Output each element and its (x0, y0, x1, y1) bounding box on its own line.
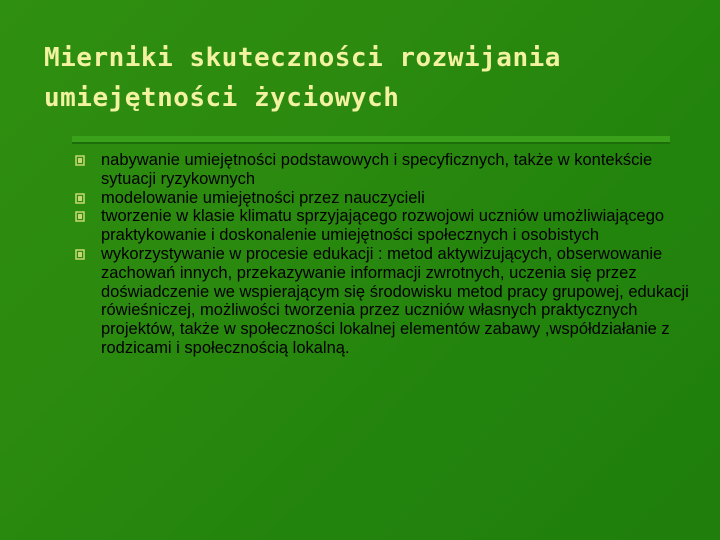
section-sign-icon (75, 249, 85, 260)
section-sign-icon (75, 155, 85, 166)
slide-title (44, 38, 684, 118)
section-sign-icon (75, 193, 85, 204)
slide-title-line-2: umiejętności życiowych (44, 83, 400, 113)
list-item (72, 245, 692, 358)
bullet-text: tworzenie w klasie klimatu sprzyjającego rozwojowi uczniów umożliwiającego praktykowanie i doskonalenie umiejętności społecznych i osobistych (101, 207, 665, 245)
title-divider-shadow (72, 142, 670, 144)
bullet-text: modelowanie umiejętności przez nauczycieli (101, 188, 425, 207)
bullet-text: wykorzystywanie w procesie edukacji : metod aktywizujących, obserwowanie zachowań innych, przekazywanie informacji zwrotnych, uczenia się przez doświadczenie we wspierającym się środowisku metod pracy grupowej, edukacji rówieśniczej, możliwości tworzenia przez uczniów własnych praktycznych projektów, także w społeczności lokalnej elementów zabawy ,współdziałanie z rodzicami i społecznością lokalną. (101, 244, 689, 357)
list-item (72, 207, 692, 245)
list-item (72, 189, 692, 208)
slide-title-line-1: Mierniki skuteczności rozwijania (44, 43, 561, 73)
bullet-content (72, 151, 692, 358)
list-item (72, 151, 692, 189)
section-sign-icon (75, 211, 85, 222)
bullet-list (72, 151, 692, 358)
bullet-text: nabywanie umiejętności podstawowych i specyficznych, także w kontekście sytuacji ryzykownych (101, 151, 653, 188)
